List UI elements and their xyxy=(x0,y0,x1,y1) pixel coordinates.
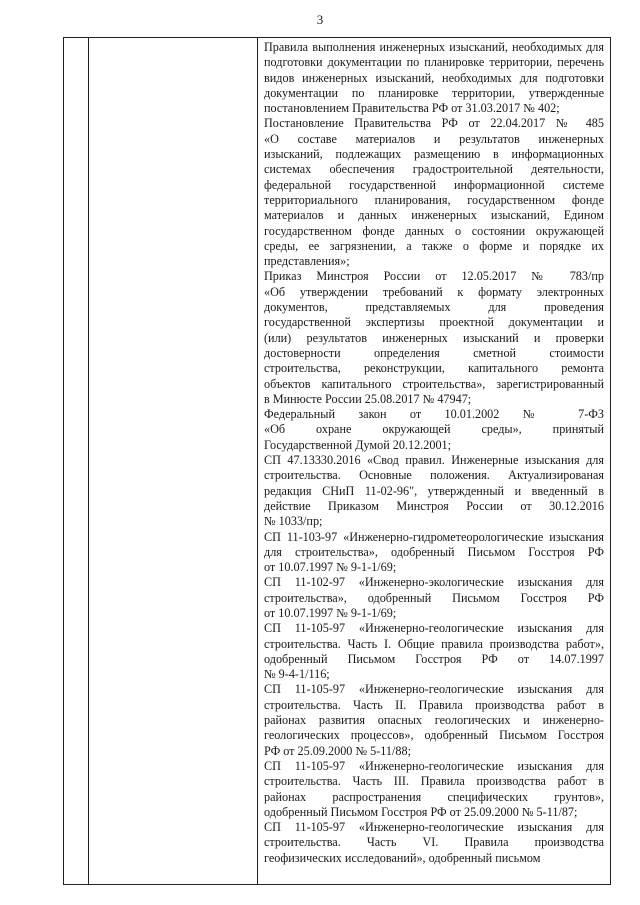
entry-line: строительства. Часть II. Правила производства работ в xyxy=(264,697,604,712)
entry-line: федеральной государственной информационной системе xyxy=(264,177,604,192)
entry-line: строительства. Часть I. Общие правила производства работ», xyxy=(264,636,604,651)
entry-line: действие Приказом Минстроя России от 30.12.2016 xyxy=(264,498,604,513)
entry-line: СП 11-105-97 «Инженерно-геологические изыскания для xyxy=(264,621,604,636)
entry-line: «Об охране окружающей среды», принятый xyxy=(264,422,604,437)
table-cell-number xyxy=(64,38,89,885)
entry-line: районах развития опасных геологических и инженерно- xyxy=(264,713,604,728)
entry-line: строительства. Основные положения. Актуализированая xyxy=(264,468,604,483)
entry-line: СП 11-105-97 «Инженерно-геологические изыскания для xyxy=(264,758,604,773)
entry-line: СП 11-105-97 «Инженерно-геологические изыскания для xyxy=(264,820,604,835)
entry-line: в Минюсте России 25.08.2017 № 47947; xyxy=(264,391,472,406)
regulation-entry xyxy=(264,407,604,453)
entry-line: «О составе материалов и результатов инженерных xyxy=(264,131,604,146)
table-cell-name xyxy=(89,38,258,885)
entry-line: районах распространения специфических грунтов», xyxy=(264,789,604,804)
entry-line: Федеральный закон от 10.01.2002 № 7-ФЗ xyxy=(264,407,604,422)
regulation-entry xyxy=(264,453,604,529)
entry-line: территориального планирования, государственном фонде xyxy=(264,192,604,207)
entry-line: (или) результатов инженерных изысканий и проверки xyxy=(264,330,604,345)
entry-line: № 9-4-1/116; xyxy=(264,667,330,682)
regulation-entry xyxy=(264,116,604,269)
regulation-entry xyxy=(264,530,604,576)
entry-line: системах обеспечения градостроительной деятельности, xyxy=(264,162,604,177)
entry-line: объектов капитального строительства», зарегистрированный xyxy=(264,376,604,391)
entry-line: от 10.07.1997 № 9-1-1/69; xyxy=(264,605,397,620)
entry-line: материалов и данных инженерных изысканий, Едином xyxy=(264,208,604,223)
page-number: 3 xyxy=(316,12,324,27)
entry-line: одобренный Письмом Госстроя РФ от 25.09.2000 № 5-11/87; xyxy=(264,804,578,819)
entry-line: от 10.07.1997 № 9-1-1/69; xyxy=(264,560,397,575)
entry-line: СП 11-103-97 «Инженерно-гидрометеорологические изыскания xyxy=(264,529,604,544)
entry-line: изысканий, подлежащих размещению в информационных xyxy=(264,147,604,162)
entry-line: СП 11-105-97 «Инженерно-геологические изыскания для xyxy=(264,682,604,697)
regulation-entry xyxy=(264,820,604,866)
regulation-entry xyxy=(264,40,604,116)
entry-line: строительства. Часть III. Правила производства работ в xyxy=(264,774,604,789)
regulation-entry xyxy=(264,759,604,820)
regulation-entry xyxy=(264,575,604,621)
entry-line: представления»; xyxy=(264,254,350,269)
table-row xyxy=(64,38,611,885)
entry-line: Постановление Правительства РФ от 22.04.2017 № 485 xyxy=(264,116,604,131)
entry-line: для строительства», одобренный Письмом Госстроя РФ xyxy=(264,544,604,559)
entry-line: геофизических исследований», одобренный письмом xyxy=(264,850,541,865)
regulations-table xyxy=(63,37,611,885)
entry-line: строительства», одобренный Письмом Госстроя РФ xyxy=(264,590,604,605)
regulation-entry xyxy=(264,682,604,758)
entry-line: Государственной Думой 20.12.2001; xyxy=(264,437,452,452)
regulation-entry xyxy=(264,621,604,682)
entry-line: геологических процессов», одобренный Письмом Госстроя xyxy=(264,728,604,743)
entry-line: Правила выполнения инженерных изысканий, необходимых для xyxy=(264,40,604,54)
entry-line: «Об утверждении требований к формату электронных xyxy=(264,284,604,299)
entry-line: государственном фонде данных о состоянии окружающей xyxy=(264,223,604,238)
table-cell-content xyxy=(258,38,611,885)
entry-line: СП 47.13330.2016 «Свод правил. Инженерные изыскания для xyxy=(264,453,604,468)
entry-line: РФ от 25.09.2000 № 5-11/88; xyxy=(264,743,411,758)
entry-line: № 1033/пр; xyxy=(264,514,323,529)
entry-line: видов инженерных изысканий, необходимых для подготовки xyxy=(264,70,604,85)
entry-line: СП 11-102-97 «Инженерно-экологические изыскания для xyxy=(264,575,604,590)
entry-line: одобренный Письмом Госстроя РФ от 14.07.1997 xyxy=(264,651,604,666)
entry-line: документации по планировке территории, утвержденные xyxy=(264,85,604,100)
entry-line: Приказ Минстроя России от 12.05.2017 № 783/пр xyxy=(264,269,604,284)
entry-line: подготовки документации по планировке территории, перечень xyxy=(264,55,604,70)
entry-line: редакция СНиП 11-02-96", утвержденный и введенный в xyxy=(264,483,604,498)
entry-line: среды, ее загрязнении, а также о форме и порядке их xyxy=(264,238,604,253)
regulations-list xyxy=(264,40,604,866)
entry-line: постановлением Правительства РФ от 31.03.2017 № 402; xyxy=(264,101,560,116)
regulation-entry xyxy=(264,269,604,407)
entry-line: достоверности определения сметной стоимости xyxy=(264,345,604,360)
entry-line: государственной экспертизы проектной документации и xyxy=(264,315,604,330)
entry-line: строительства. Часть VI. Правила производства xyxy=(264,835,604,850)
entry-line: документов, представляемых для проведения xyxy=(264,300,604,315)
entry-line: строительства, реконструкции, капитального ремонта xyxy=(264,361,604,376)
